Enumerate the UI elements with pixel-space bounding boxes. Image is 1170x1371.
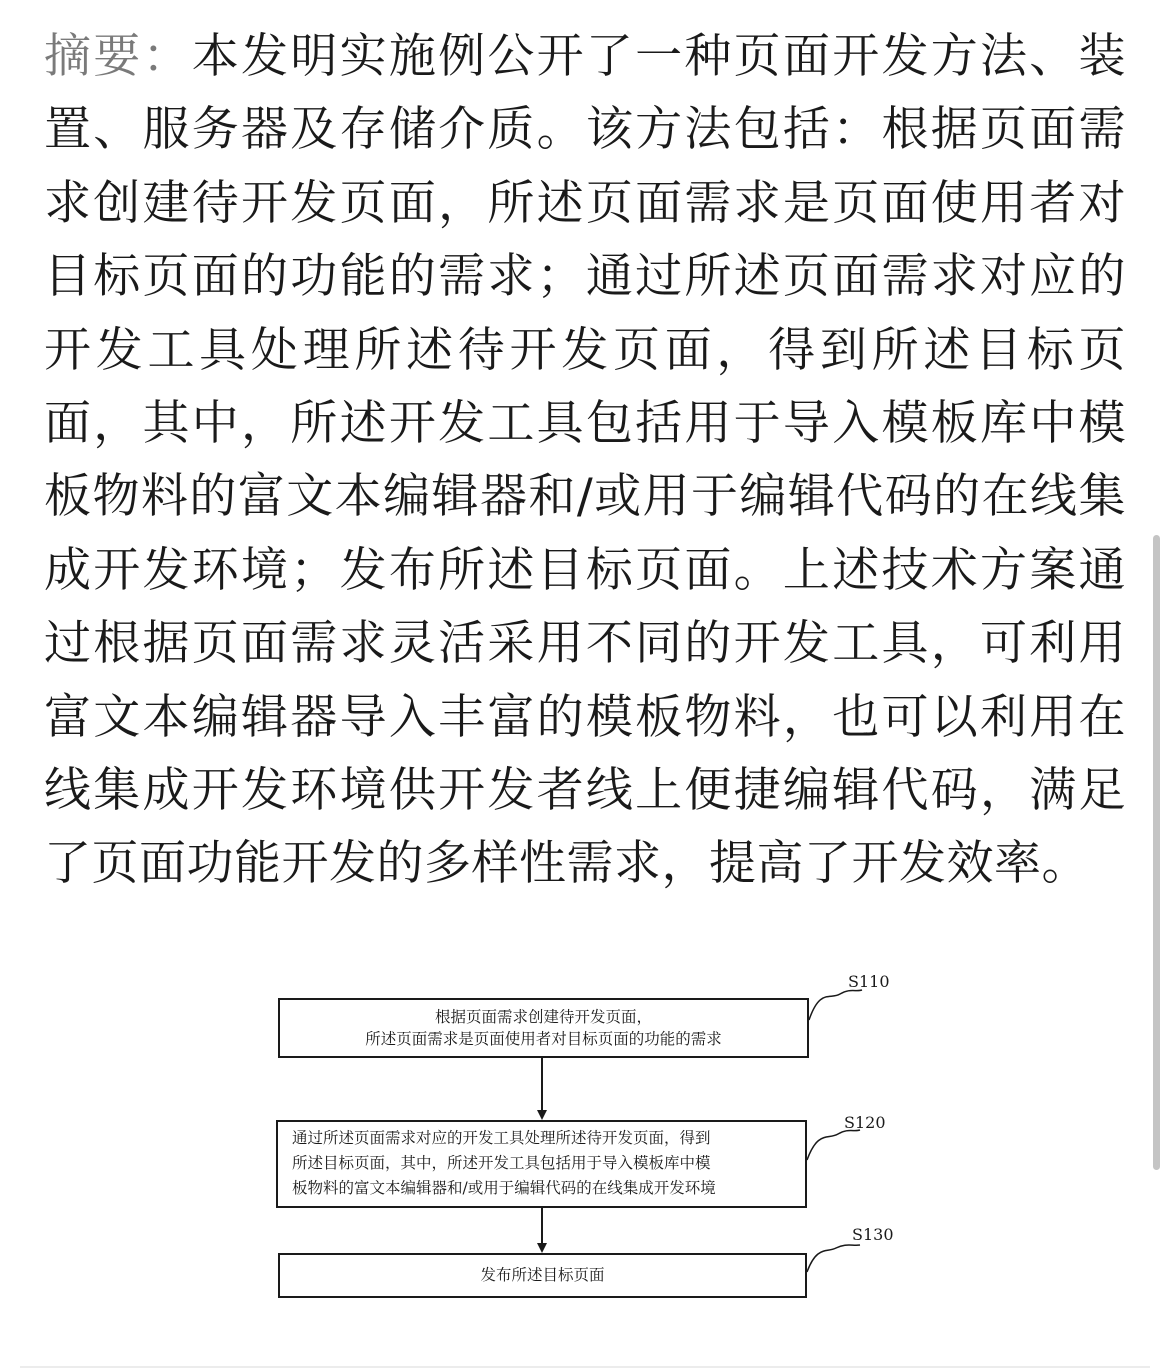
step-box-s120 xyxy=(276,1120,807,1208)
abstract-text: 本发明实施例公开了一种页面开发方法、装置、服务器及存储介质。该方法包括：根据页面需求创建待开发页面，所述页面需求是页面使用者对目标页面的功能的需求；通过所述页面需求对应的开发工具处理所述待开发页面，得到所述目标页面，其中，所述开发工具包括用于导入模板库中模板物料的富文本编辑器和/或用于编辑代码的在线集成开发环境；发布所述目标页面。上述技术方案通过根据页面需求灵活采用不同的开发工具，可利用富文本编辑器导入丰富的模板物料，也可以利用在线集成开发环境供开发者线上便捷编辑代码，满足了页面功能开发的多样性需求，提高了开发效率。 xyxy=(44,29,1127,892)
flowchart-figure xyxy=(250,960,910,1320)
step-label-s120: S120 xyxy=(844,1113,886,1132)
step-s120-line-3: 板物料的富文本编辑器和/或用于编辑代码的在线集成开发环境 xyxy=(292,1179,716,1197)
step-s120-line-1: 通过所述页面需求对应的开发工具处理所述待开发页面，得到 xyxy=(292,1129,711,1147)
step-box-s130 xyxy=(278,1253,807,1298)
abstract-label: 摘要： xyxy=(44,29,192,84)
step-s130-line-1: 发布所述目标页面 xyxy=(480,1266,605,1284)
leader-line-s120 xyxy=(807,1130,860,1160)
leader-line-s130 xyxy=(807,1245,860,1272)
step-label-s110: S110 xyxy=(848,972,890,991)
leader-line-s110 xyxy=(809,990,862,1020)
step-box-s110 xyxy=(278,998,809,1058)
abstract-paragraph xyxy=(44,20,1126,901)
step-s110-line-2: 所述页面需求是页面使用者对目标页面的功能的需求 xyxy=(365,1030,722,1048)
step-s110-line-1: 根据页面需求创建待开发页面， xyxy=(434,1008,652,1026)
bottom-divider xyxy=(20,1366,1150,1368)
step-s120-line-2: 所述目标页面，其中，所述开发工具包括用于导入模板库中模 xyxy=(292,1154,711,1172)
scrollbar-thumb[interactable] xyxy=(1153,535,1160,1170)
step-label-s130: S130 xyxy=(852,1225,894,1244)
